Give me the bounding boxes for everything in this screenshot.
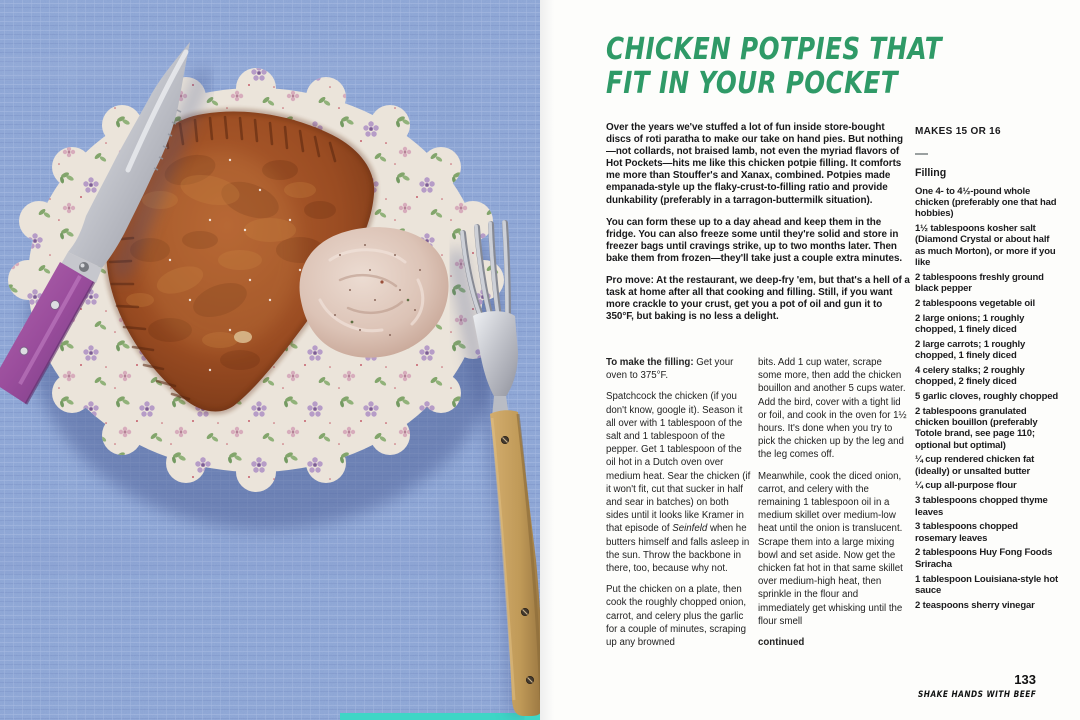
ingredient-item: 2 tablespoons granulated chicken bouillon (preferably Totole brand, see page 110; optional but optimal) bbox=[915, 405, 1038, 451]
method-paragraph: Spatchcock the chicken (if you don't know, google it). Season it all over with 1 tablespoon of the salt and 1 tablespoon of the pepper. Get 1 tablespoon of the oil hot in a Dutch oven over medium heat. Sear the chicken (if it won't fit, cut that sucker in half and sear in batches) on both sides until it looks like Kramer in that episode of Seinfeld when he butters himself and falls asleep in the sun. Throw the backbone in there, too, because why not. bbox=[606, 391, 751, 575]
ingredient-item: 2 tablespoons Huy Fong Foods Sriracha bbox=[915, 547, 1053, 570]
running-footer: SHAKE HANDS WITH BEEF bbox=[917, 690, 1036, 700]
ingredient-item: 1 tablespoon Louisiana-style hot sauce bbox=[915, 573, 1058, 596]
ingredient-item: 3 tablespoons chopped rosemary leaves bbox=[915, 521, 1018, 544]
recipe-title-line-2: FIT IN YOUR POCKET bbox=[606, 66, 898, 101]
ingredient-item: 2 tablespoons vegetable oil bbox=[915, 297, 1036, 309]
recipe-page bbox=[540, 0, 1080, 720]
ingredient-item: 2 tablespoons freshly ground black pepper bbox=[915, 271, 1044, 294]
recipe-title-line-1: CHICKEN POTPIES THAT bbox=[606, 32, 942, 67]
intro-paragraph: You can form these up to a day ahead and keep them in the fridge. You can also freeze some until they're solid and store in freezer bags until cravings strike, up to two months later. Then bake them from frozen—they'll take just a couple extra minutes. bbox=[606, 216, 903, 264]
method-paragraph: Put the chicken on a plate, then cook the roughly chopped onion, carrot, and celery plus the garlic for a couple of minutes, scraping up any browned bbox=[606, 584, 747, 649]
method-paragraph: bits. Add 1 cup water, scrape some more, then add the chicken bouillon and another 5 cups water. Add the bird, cover with a tight lid or foil, and cook in the oven for 1½ hours. It's done when you try to pick the chicken up by the leg and the leg comes off. bbox=[758, 357, 907, 461]
ingredient-item: 5 garlic cloves, roughly chopped bbox=[915, 390, 1059, 402]
ingredient-item: 2 large carrots; 1 roughly chopped, 1 finely diced bbox=[915, 338, 1026, 361]
ingredients-heading: Filling bbox=[915, 166, 947, 179]
method-column-2 bbox=[758, 356, 908, 657]
ingredients-column bbox=[915, 126, 1059, 614]
yield-label: MAKES 15 OR 16 bbox=[915, 126, 1001, 137]
page-gutter-shading bbox=[540, 0, 554, 720]
ingredient-item: 2 teaspoons sherry vinegar bbox=[915, 599, 1035, 611]
ingredient-item: ¼ cup rendered chicken fat (ideally) or unsalted butter bbox=[915, 454, 1035, 477]
page-number: 133 bbox=[1014, 672, 1036, 687]
intro-paragraph: Pro move: At the restaurant, we deep-fry 'em, but that's a hell of a task at home after all that cooking and filling. Still, if you want more crackle to your crust, get you a pot of oil and gun it to 350°F, but baking is no less a delight. bbox=[606, 275, 910, 323]
continued-label: continued bbox=[758, 637, 805, 649]
method-column-1 bbox=[606, 356, 752, 657]
intro-paragraphs bbox=[606, 122, 912, 333]
ingredient-item: 2 large onions; 1 roughly chopped, 1 finely diced bbox=[915, 312, 1025, 335]
ingredient-item: 1½ tablespoons kosher salt (Diamond Crystal or about half as much Morton), or more if you like bbox=[915, 222, 1056, 268]
intro-paragraph: Over the years we've stuffed a lot of fun inside store-bought discs of roti paratha to make our take on hand pies. But nothing—not collards, not braised lamb, not even the myriad flavors of Hot Pockets—hits me like this chicken potpie filling. It comforts me more than Stouffer's and Xanax, combined. Potpies made empanada-style up the flaky-crust-to-filling ratio and provide dunkability (preferably in a tarragon-buttermilk situation). bbox=[606, 122, 903, 206]
ingredients-list bbox=[915, 186, 1059, 611]
book-edge-strip bbox=[340, 713, 540, 720]
recipe-title bbox=[606, 33, 1016, 101]
ingredient-item: 4 celery stalks; 2 roughly chopped, 2 finely diced bbox=[915, 364, 1025, 388]
method-paragraph: To make the filling: Get your oven to 375°F. bbox=[606, 357, 734, 382]
divider bbox=[915, 153, 928, 155]
method-paragraph: Meanwhile, cook the diced onion, carrot, and celery with the remaining 1 tablespoon oil in a medium skillet over medium-low heat until the onion is translucent. Scrape them into a large mixing bowl and set aside. Now get the chicken fat hot in that same skillet over medium-high heat, then sprinkle in the flour and immediately get whisking until the flour smell bbox=[758, 470, 903, 627]
ingredient-item: 3 tablespoons chopped thyme leaves bbox=[915, 495, 1048, 518]
ingredient-item: One 4- to 4½-pound whole chicken (preferably one that had hobbies) bbox=[915, 185, 1057, 220]
ingredient-item: ¼ cup all-purpose flour bbox=[915, 480, 1017, 492]
